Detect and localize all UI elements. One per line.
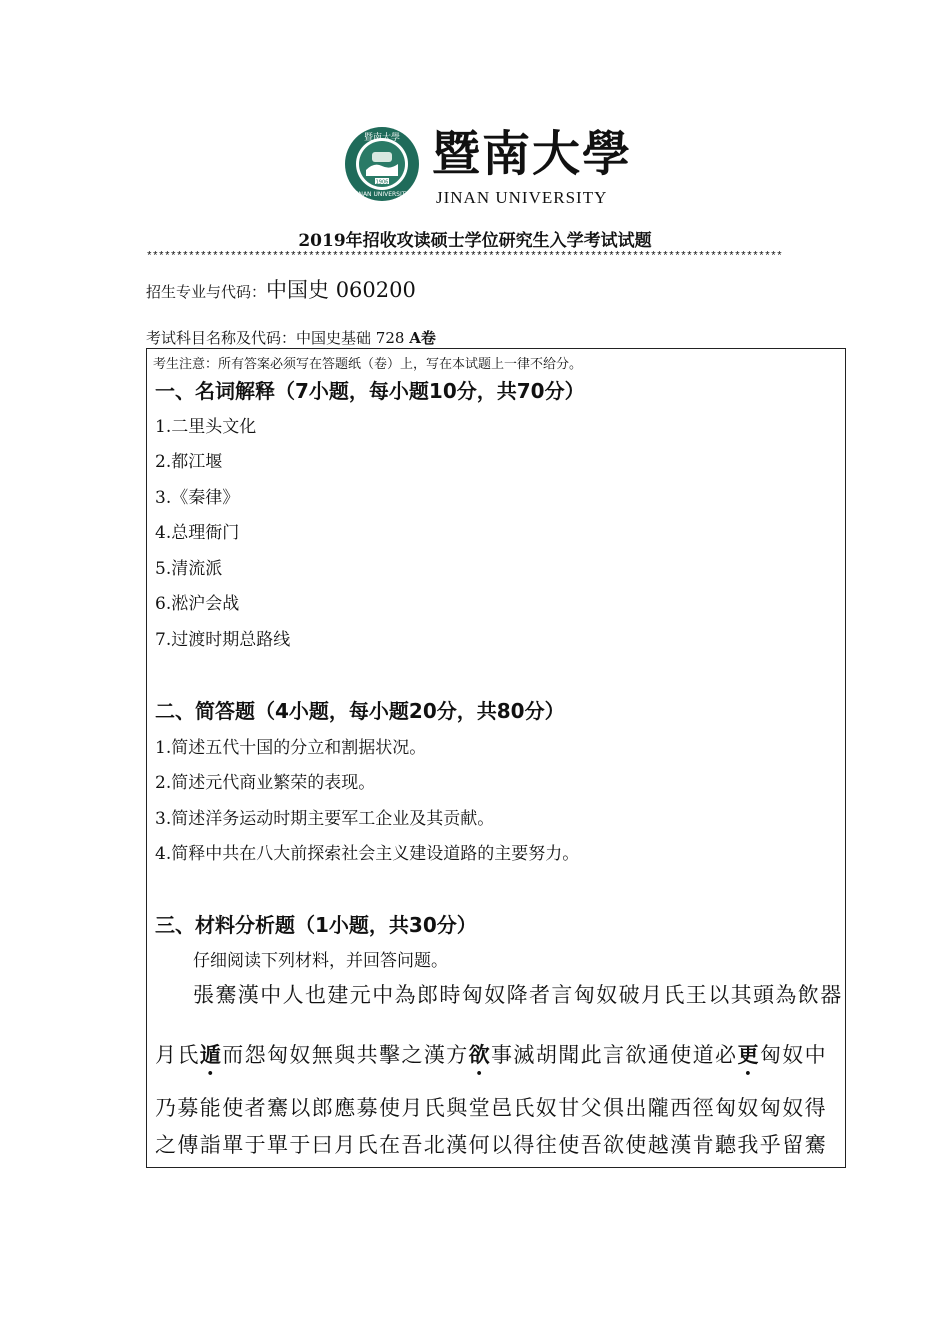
emphasized-char: 遁 bbox=[199, 1042, 223, 1067]
material-instruction: 仔细阅读下列材料，并回答问题。 bbox=[193, 951, 448, 971]
svg-text:1906: 1906 bbox=[375, 179, 389, 186]
list-item: 1.二里头文化 bbox=[155, 417, 257, 437]
university-seal-icon bbox=[344, 126, 420, 202]
section-heading-3: 三、材料分析题（1小题，共30分） bbox=[155, 913, 477, 937]
svg-text:JINAN UNIVERSITY: JINAN UNIVERSITY bbox=[354, 191, 410, 198]
list-item: 4.简释中共在八大前探索社会主义建设道路的主要努力。 bbox=[155, 844, 580, 864]
svg-text:暨南大學: 暨南大學 bbox=[363, 133, 401, 143]
university-logo bbox=[344, 124, 633, 210]
emphasized-char: 欲 bbox=[468, 1042, 492, 1067]
subject-label: 考试科目名称及代码：中国史基础 728 bbox=[146, 329, 405, 347]
list-item: 2.简述元代商业繁荣的表现。 bbox=[155, 773, 376, 793]
section-heading-1: 一、名词解释（7小题，每小题10分，共70分） bbox=[155, 379, 585, 403]
list-item: 4.总理衙门 bbox=[155, 523, 240, 543]
list-item: 6.淞沪会战 bbox=[155, 594, 240, 614]
material-text: 月氏 bbox=[155, 1043, 200, 1067]
material-line-2 bbox=[155, 1039, 827, 1080]
material-line-1: 張騫漢中人也建元中為郎時匈奴降者言匈奴破月氏王以其頭為飲器 bbox=[193, 983, 843, 1007]
material-line-3: 乃募能使者騫以郎應募使月氏與堂邑氏奴甘父俱出隴西徑匈奴匈奴得 bbox=[155, 1096, 827, 1120]
list-item: 1.简述五代十国的分立和割据状况。 bbox=[155, 738, 427, 758]
university-name-cn: 暨南大學 bbox=[432, 126, 633, 182]
separator-line: ********************************************************************************************************** bbox=[146, 251, 783, 263]
university-name-en: JINAN UNIVERSITY bbox=[436, 188, 608, 207]
list-item: 3.《秦律》 bbox=[155, 488, 240, 508]
question-box bbox=[146, 348, 846, 1168]
list-item: 3.简述洋务运动时期主要军工企业及其贡献。 bbox=[155, 809, 495, 829]
list-item: 7.过渡时期总路线 bbox=[155, 630, 291, 650]
major-value: 中国史 060200 bbox=[266, 278, 416, 302]
paper-version: A卷 bbox=[409, 329, 436, 347]
material-text: 事滅胡聞此言欲通使道必 bbox=[491, 1043, 738, 1067]
major-line bbox=[146, 274, 416, 304]
major-label: 招生专业与代码： bbox=[146, 283, 267, 301]
material-text: 匈奴中 bbox=[759, 1043, 828, 1067]
list-item: 5.清流派 bbox=[155, 559, 223, 579]
list-item: 2.都江堰 bbox=[155, 452, 223, 472]
material-text: 而怨匈奴無與共擊之漢方 bbox=[222, 1043, 469, 1067]
exam-notice: 考生注意：所有答案必须写在答题纸（卷）上，写在本试题上一律不给分。 bbox=[153, 357, 583, 372]
emphasized-char: 更 bbox=[737, 1042, 760, 1067]
section-heading-2: 二、简答题（4小题，每小题20分，共80分） bbox=[155, 699, 565, 723]
exam-title: 2019年招收攻读硕士学位研究生入学考试试题 bbox=[298, 231, 652, 251]
material-line-4: 之傳詣單于單于曰月氏在吾北漢何以得往使吾欲使越漢肯聽我乎留騫 bbox=[155, 1133, 827, 1157]
subject-line bbox=[146, 327, 436, 348]
